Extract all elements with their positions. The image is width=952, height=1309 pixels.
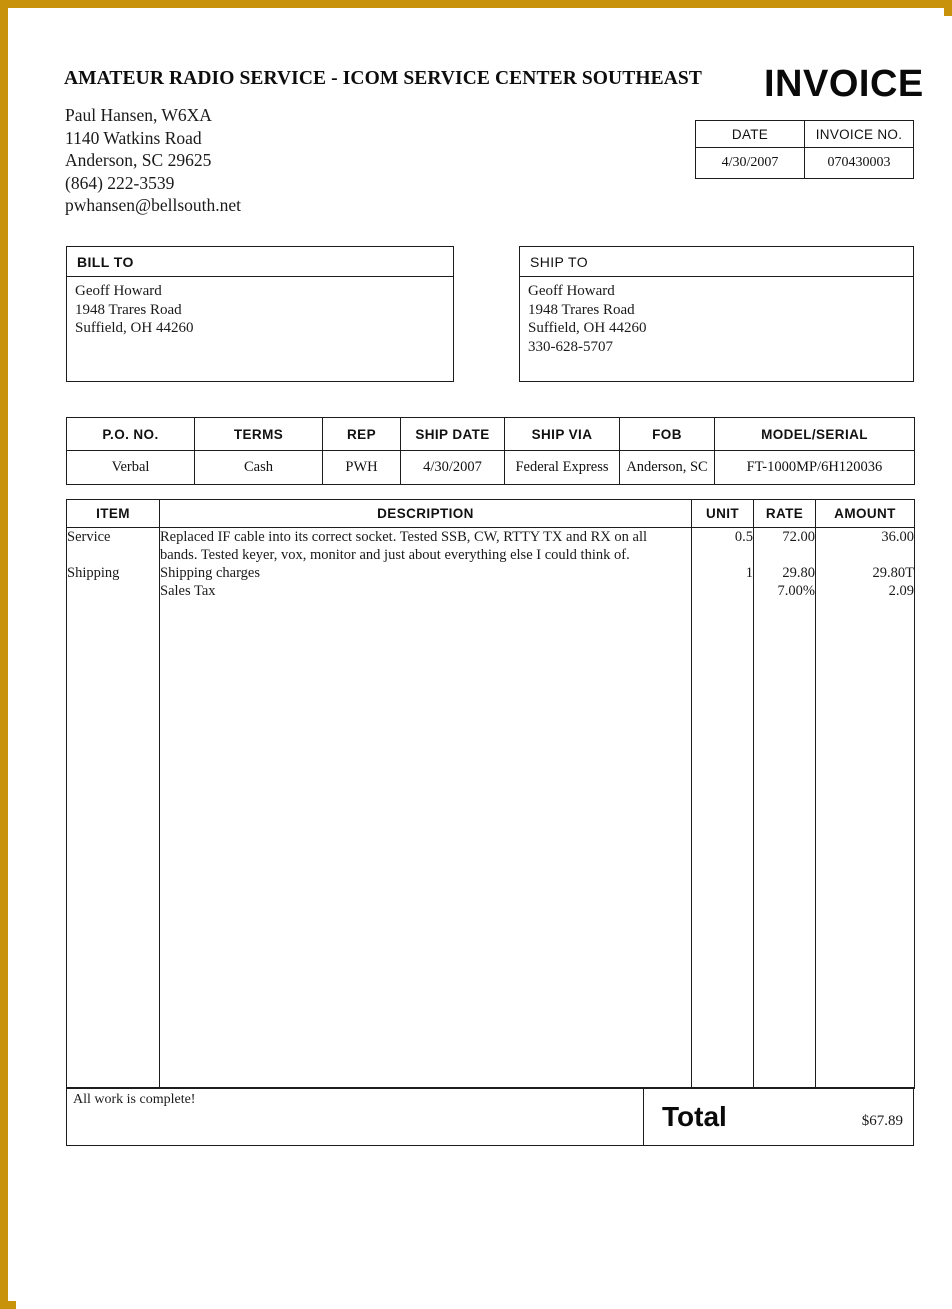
- amount-line-4: 2.09: [888, 583, 914, 599]
- ship-via-value: Federal Express: [505, 451, 620, 485]
- fob-header: FOB: [620, 418, 715, 451]
- po-no-value: Verbal: [67, 451, 195, 485]
- invoice-sheet: [16, 16, 952, 1309]
- rate-header: RATE: [754, 500, 816, 528]
- order-info-header-row: [67, 418, 915, 451]
- total-box: [643, 1087, 914, 1146]
- rep-header: REP: [323, 418, 401, 451]
- line-items-table: [66, 499, 915, 1089]
- rep-value: PWH: [323, 451, 401, 485]
- description-line-4: Sales Tax: [160, 583, 216, 599]
- description-cell: [160, 528, 692, 1089]
- order-info-value-row: [67, 451, 915, 485]
- ship-date-value: 4/30/2007: [401, 451, 505, 485]
- invoice-no-value: 070430003: [805, 148, 914, 179]
- invoice-meta-table: [695, 120, 914, 179]
- bill-to-box: [66, 246, 454, 382]
- company-address-block: [65, 104, 241, 217]
- item-header: ITEM: [67, 500, 160, 528]
- rate-line-1: 72.00: [782, 529, 815, 545]
- item-names-cell: [67, 528, 160, 1089]
- bill-to-label: BILL TO: [67, 247, 453, 277]
- terms-header: TERMS: [195, 418, 323, 451]
- amount-line-1: 36.00: [881, 529, 914, 545]
- unit-line-1: 0.5: [734, 529, 753, 545]
- item-name-shipping: Shipping: [67, 565, 120, 581]
- description-line-3: Shipping charges: [160, 565, 261, 581]
- model-serial-value: FT-1000MP/6H120036: [715, 451, 915, 485]
- ship-to-box: [519, 246, 914, 382]
- line-items-header-row: [67, 500, 915, 528]
- unit-line-3: 1: [745, 565, 753, 581]
- total-value: $67.89: [861, 1113, 903, 1129]
- amount-cell: [816, 528, 915, 1089]
- total-label: Total: [662, 1101, 727, 1132]
- description-line-2: bands. Tested keyer, vox, monitor and just about everything else I could think of.: [160, 547, 630, 563]
- model-serial-header: MODEL/SERIAL: [715, 418, 915, 451]
- ship-to-label: SHIP TO: [520, 247, 913, 277]
- bill-to-address: [67, 277, 453, 338]
- description-line-1: Replaced IF cable into its correct socket. Tested SSB, CW, RTTY TX and RX on all: [160, 529, 648, 545]
- company-city-state-zip: Anderson, SC 29625: [65, 150, 212, 170]
- amount-line-3: 29.80T: [872, 565, 914, 581]
- meta-value-row: [696, 148, 914, 179]
- ship-to-city-state-zip: Suffield, OH 44260: [528, 320, 647, 336]
- date-value: 4/30/2007: [696, 148, 805, 179]
- ship-to-address: [520, 277, 913, 356]
- company-street: 1140 Watkins Road: [65, 127, 202, 148]
- description-header: DESCRIPTION: [160, 500, 692, 528]
- ship-to-name: Geoff Howard: [528, 283, 615, 299]
- meta-header-row: [696, 121, 914, 148]
- date-header: DATE: [696, 121, 805, 148]
- rate-line-4: 7.00%: [777, 583, 815, 599]
- company-contact-name: Paul Hansen, W6XA: [65, 105, 212, 125]
- ship-via-header: SHIP VIA: [505, 418, 620, 451]
- footer-note: All work is complete!: [66, 1087, 644, 1146]
- company-phone: (864) 222-3539: [65, 172, 175, 193]
- invoice-no-header: INVOICE NO.: [805, 121, 914, 148]
- order-info-table: [66, 417, 915, 485]
- line-items-body-row: [67, 528, 915, 1089]
- unit-header: UNIT: [692, 500, 754, 528]
- rate-line-3: 29.80: [782, 565, 815, 581]
- bill-to-street: 1948 Trares Road: [75, 301, 182, 318]
- ship-to-street: 1948 Trares Road: [528, 301, 635, 318]
- company-email: pwhansen@bellsouth.net: [65, 195, 242, 215]
- ship-date-header: SHIP DATE: [401, 418, 505, 451]
- bill-to-city-state-zip: Suffield, OH 44260: [75, 320, 194, 336]
- item-name-service: Service: [67, 529, 111, 545]
- unit-cell: [692, 528, 754, 1089]
- amount-header: AMOUNT: [816, 500, 915, 528]
- invoice-heading: INVOICE: [764, 63, 924, 105]
- bill-to-name: Geoff Howard: [75, 283, 162, 299]
- fob-value: Anderson, SC: [620, 451, 715, 485]
- ship-to-phone: 330-628-5707: [528, 338, 613, 355]
- po-no-header: P.O. NO.: [67, 418, 195, 451]
- terms-value: Cash: [195, 451, 323, 485]
- rate-cell: [754, 528, 816, 1089]
- company-title: AMATEUR RADIO SERVICE - ICOM SERVICE CENTER SOUTHEAST: [64, 68, 702, 89]
